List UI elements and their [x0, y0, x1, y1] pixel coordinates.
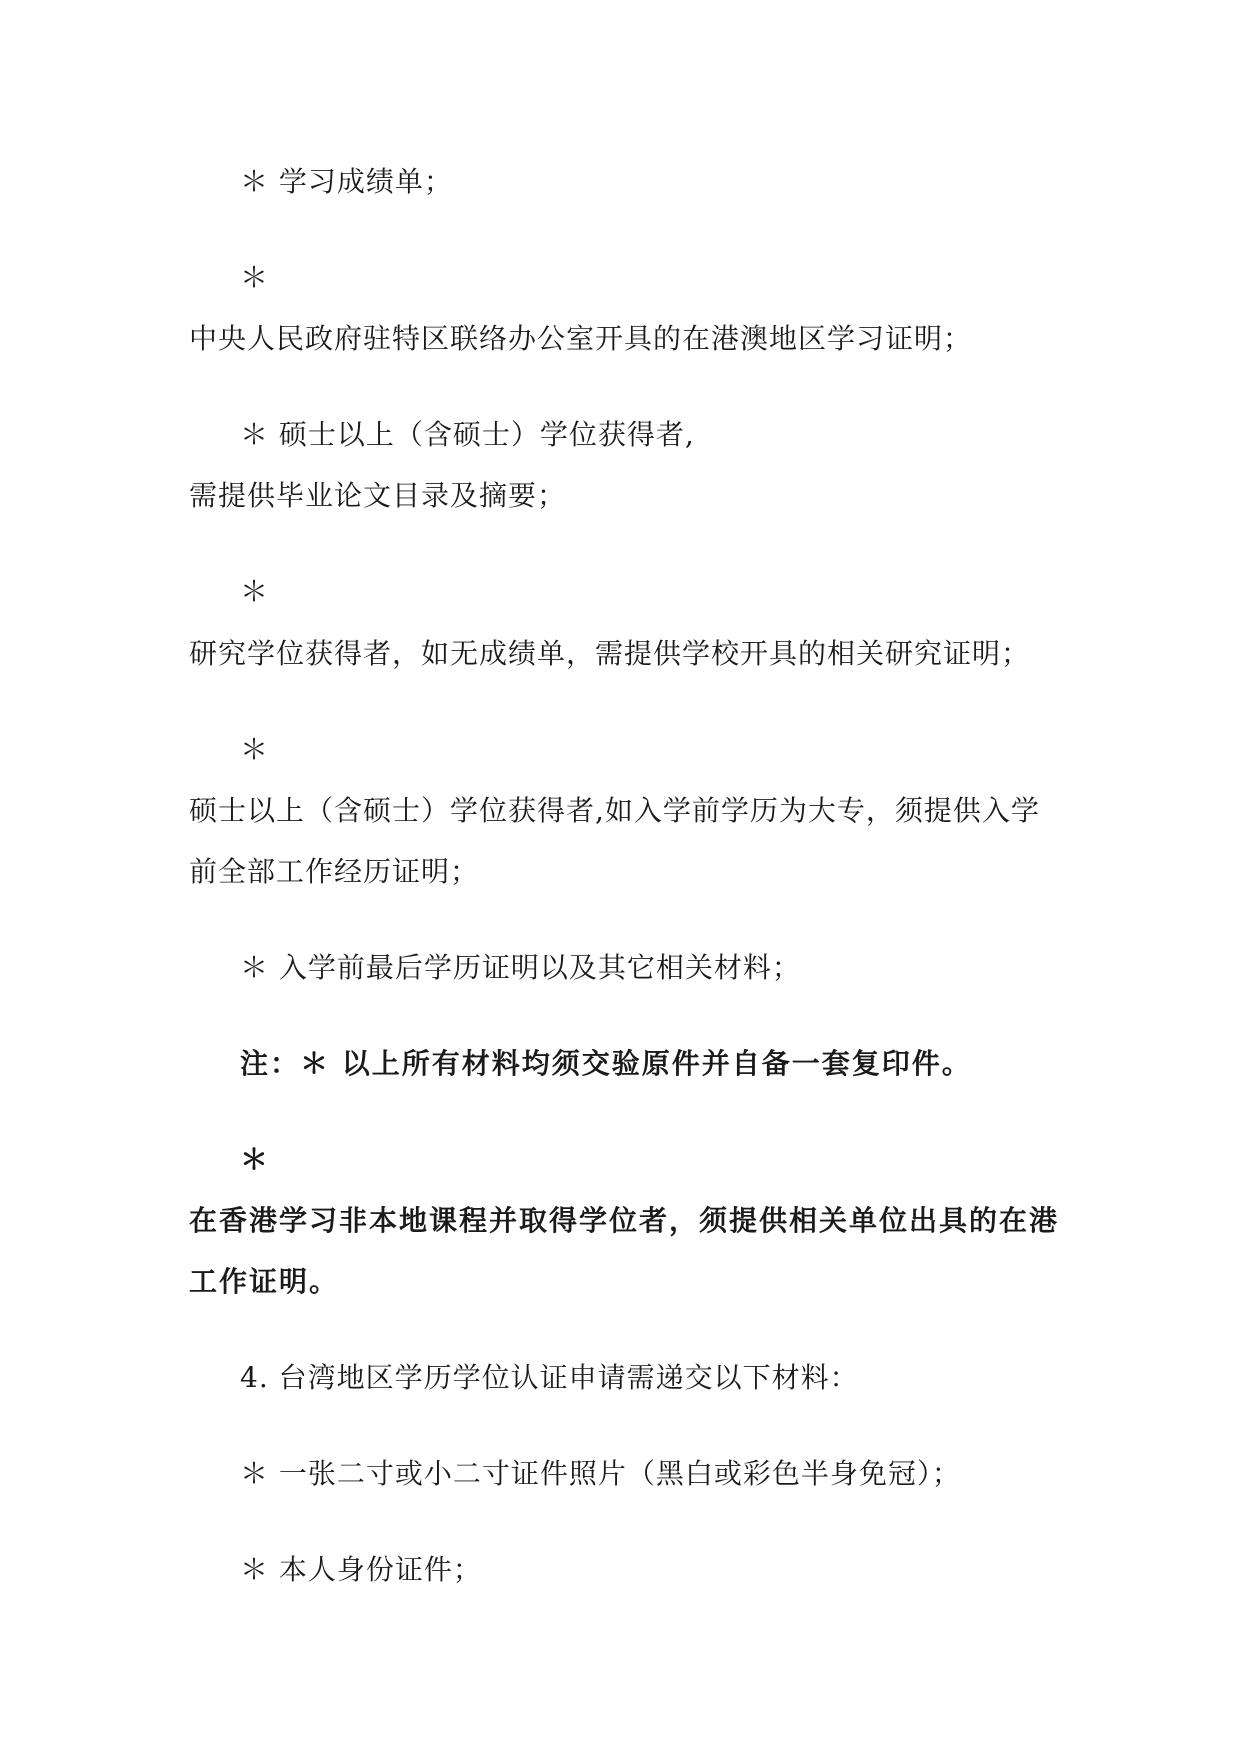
list-item-transcript: ＊ 学习成绩单；: [240, 165, 453, 198]
list-item-photo: ＊ 一张二寸或小二寸证件照片（黑白或彩色半身免冠）；: [240, 1457, 961, 1490]
bullet-marker: ＊: [240, 261, 270, 294]
list-item-work-history-line1: 硕士以上（含硕士）学位获得者,如入学前学历为大专，须提供入学: [189, 794, 1040, 827]
list-item-work-history-line2: 前全部工作经历证明；: [189, 855, 480, 888]
bullet-marker: ＊: [240, 733, 270, 766]
list-item-research-proof: 研究学位获得者，如无成绩单，需提供学校开具的相关研究证明；: [189, 637, 1031, 670]
list-item-liaison-office-proof: 中央人民政府驻特区联络办公室开具的在港澳地区学习证明；: [189, 322, 973, 355]
list-item-thesis-abstract: 需提供毕业论文目录及摘要；: [189, 479, 567, 512]
bullet-marker: ＊: [240, 575, 270, 608]
note-originals: 注：＊ 以上所有材料均须交验原件并自备一套复印件。: [240, 1047, 972, 1080]
list-item-prior-education: ＊ 入学前最后学历证明以及其它相关材料；: [240, 951, 801, 984]
list-item-masters-degree: ＊ 硕士以上（含硕士）学位获得者,: [240, 418, 695, 451]
note-hk-nonlocal-line2: 工作证明。: [189, 1265, 340, 1298]
list-item-id-card: ＊ 本人身份证件；: [240, 1553, 482, 1586]
bullet-marker: ＊: [240, 1143, 271, 1176]
note-hk-nonlocal-line1: 在香港学习非本地课程并取得学位者，须提供相关单位出具的在港: [189, 1204, 1060, 1237]
section-heading-taiwan: 4. 台湾地区学历学位认证申请需递交以下材料：: [240, 1361, 859, 1394]
